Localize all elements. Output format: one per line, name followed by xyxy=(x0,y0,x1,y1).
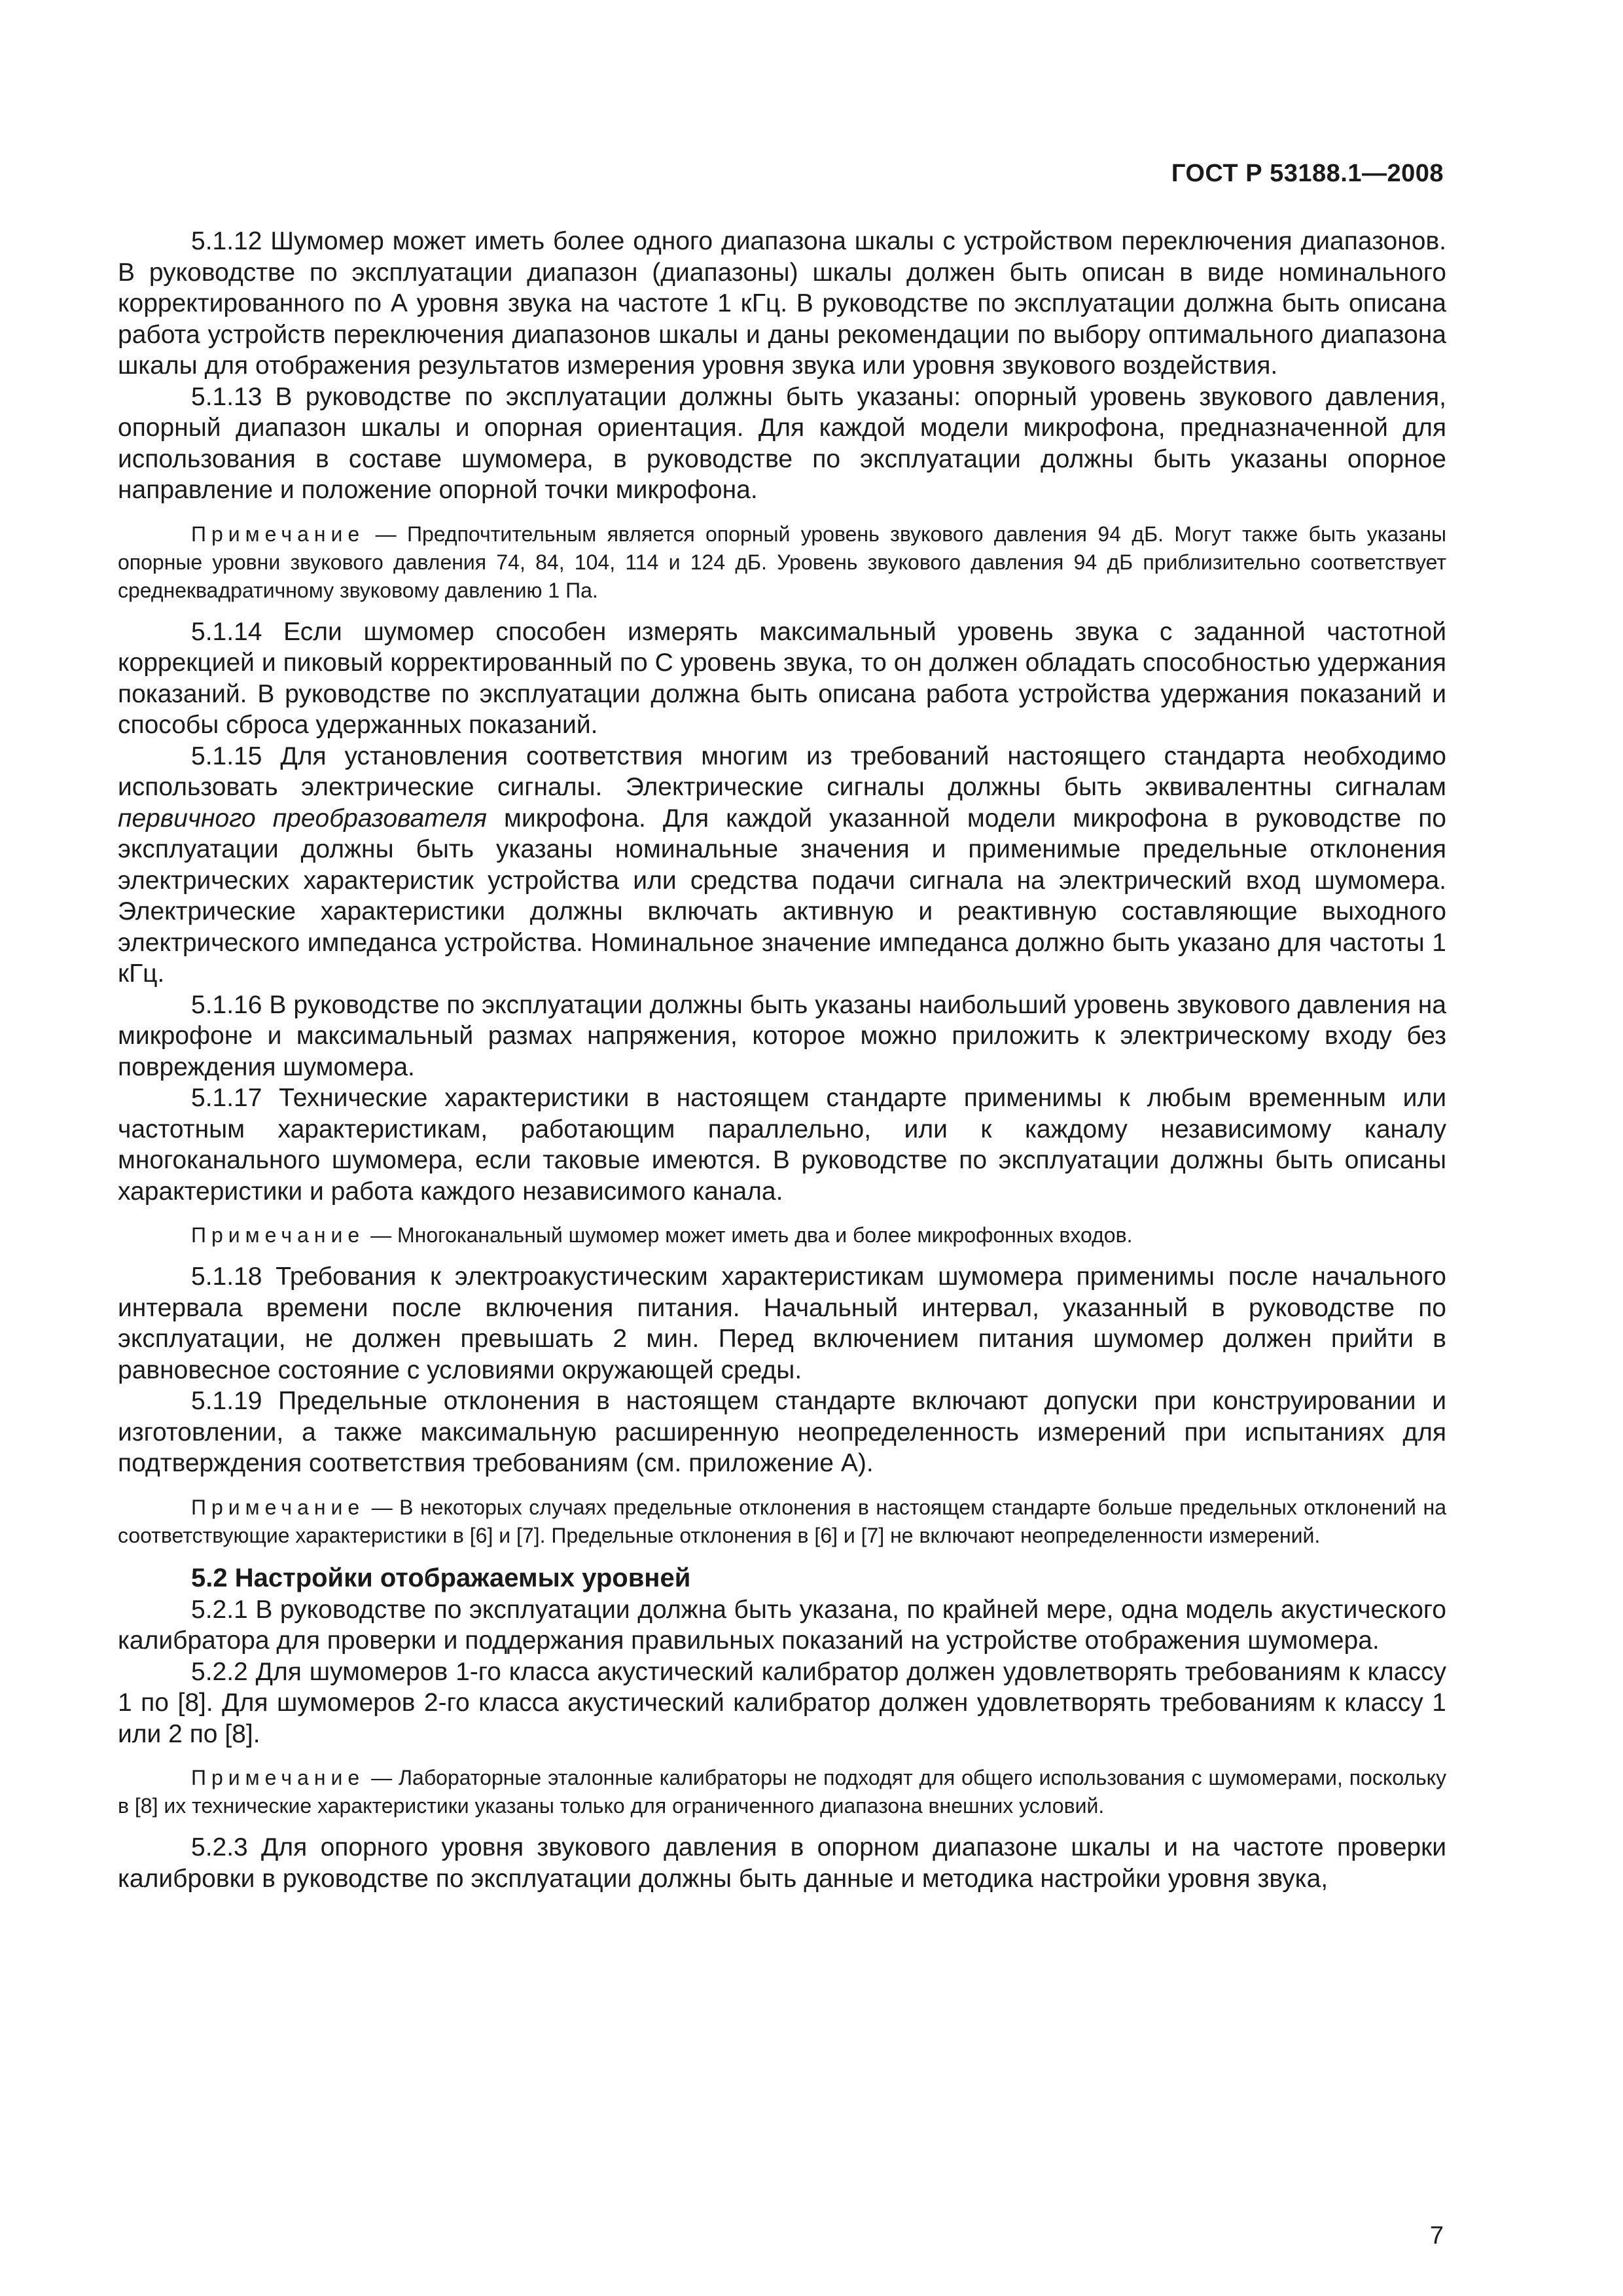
paragraph-5-1-14: 5.1.14 Если шумомер способен измерять максимальный уровень звука с заданной частотной коррекцией и пиковый корректированный по С уровень звука, то он должен обладать способностью удержания показаний. В руководстве по эксплуатации должна быть описана работа устройства удержания показаний и способы сброса удержанных показаний. xyxy=(118,617,1446,739)
note-4 xyxy=(118,1764,1446,1820)
paragraph-5-1-15-italic-term: первичного преобразователя xyxy=(118,804,487,833)
paragraph-5-1-16: 5.1.16 В руководстве по эксплуатации должны быть указаны наибольший уровень звукового давления на микрофоне и максимальный размах напряжения, которое можно приложить к электрическому входу без повреждения шумомера. xyxy=(118,990,1446,1081)
note-3 xyxy=(118,1494,1446,1550)
paragraph-5-2-1: 5.2.1 В руководстве по эксплуатации должна быть указана, по крайней мере, одна модель акустического калибратора для проверки и поддержания правильных показаний на устройстве отображения шумомера. xyxy=(118,1595,1446,1655)
paragraph-5-1-12: 5.1.12 Шумомер может иметь более одного диапазона шкалы с устройством переключения диапазонов. В руководстве по эксплуатации диапазон (диапазоны) шкалы должен быть описан в виде номинального корректированного по А уровня звука на частоте 1 кГц. В руководстве по эксплуатации должна быть описана работа устройств переключения диапазонов шкалы и даны рекомендации по выбору оптимального диапазона шкалы для отображения результатов измерения уровня звука или уровня звукового воздействия. xyxy=(118,227,1446,380)
note-2 xyxy=(118,1221,1446,1249)
paragraph-5-1-19: 5.1.19 Предельные отклонения в настоящем стандарте включают допуски при конструировании и изготовлении, а также максимальную расширенную неопределенность измерений при испытаниях для подтверждения соответствия требованиям (см. приложение А). xyxy=(118,1387,1446,1477)
paragraph-5-1-15-part-b: микрофона. Для каждой указанной модели микрофона в руководстве по эксплуатации должны быть указаны номинальные значения и применимые предельные отклонения электрических характеристик устройства или средства подачи сигнала на электрический вход шумомера. Электрические характеристики должны включать активную и реактивную составляющие выходного электрического импеданса устройства. Номинальное значение импеданса должно быть указано для частоты 1 кГц. xyxy=(118,804,1446,988)
page-content xyxy=(118,226,1446,1894)
note-label: Примечание xyxy=(191,522,365,546)
page-number: 7 xyxy=(1429,2222,1444,2250)
note-3-text: — В некоторых случаях предельные отклонения в настоящем стандарте больше предельных отклонений на соответствующие характеристики в [6] и [7]. Предельные отклонения в [6] и [7] не включают неопределенности измерений. xyxy=(118,1495,1446,1547)
note-1 xyxy=(118,520,1446,605)
document-code-header: ГОСТ Р 53188.1—2008 xyxy=(1171,160,1444,187)
note-4-text: — Лабораторные эталонные калибраторы не подходят для общего использования с шумомерами, поскольку в [8] их технические характеристики указаны только для ограниченного диапазона внешних условий. xyxy=(118,1766,1446,1818)
paragraph-5-2-3: 5.2.3 Для опорного уровня звукового давления в опорном диапазоне шкалы и на частоте проверки калибровки в руководстве по эксплуатации должны быть данные и методика настройки уровня звука, xyxy=(118,1833,1446,1893)
note-1-text: — Предпочтительным является опорный уровень звукового давления 94 дБ. Могут также быть указаны опорные уровни звукового давления 74, 84, 104, 114 и 124 дБ. Уровень звукового давления 94 дБ приблизительно соответствует среднеквадратичному звуковому давлению 1 Па. xyxy=(118,522,1446,602)
paragraph-5-1-15 xyxy=(118,741,1446,990)
note-label: Примечание xyxy=(191,1495,365,1519)
note-label: Примечание xyxy=(191,1223,365,1247)
paragraph-5-1-13: 5.1.13 В руководстве по эксплуатации должны быть указаны: опорный уровень звукового давления, опорный диапазон шкалы и опорная ориентация. Для каждой модели микрофона, предназначенной для использования в составе шумомера, в руководстве по эксплуатации должны быть указаны опорное направление и положение опорной точки микрофона. xyxy=(118,382,1446,504)
paragraph-5-1-15-part-a: 5.1.15 Для установления соответствия многим из требований настоящего стандарта необходимо использовать электрические сигналы. Электрические сигналы должны быть эквивалентны сигналам xyxy=(118,742,1446,801)
paragraph-5-1-18: 5.1.18 Требования к электроакустическим характеристикам шумомера применимы после начального интервала времени после включения питания. Начальный интервал, указанный в руководстве по эксплуатации, не должен превышать 2 мин. Перед включением питания шумомер должен прийти в равновесное состояние с условиями окружающей среды. xyxy=(118,1263,1446,1384)
paragraph-5-1-17: 5.1.17 Технические характеристики в настоящем стандарте применимы к любым временным или частотным характеристикам, работающим параллельно, или к каждому независимому каналу многоканального шумомера, если таковые имеются. В руководстве по эксплуатации должны быть описаны характеристики и работа каждого независимого канала. xyxy=(118,1084,1446,1206)
note-label: Примечание xyxy=(191,1766,365,1789)
note-2-text: — Многоканальный шумомер может иметь два и более микрофонных входов. xyxy=(365,1223,1133,1247)
paragraph-5-2-2: 5.2.2 Для шумомеров 1-го класса акустический калибратор должен удовлетворять требованиям к классу 1 по [8]. Для шумомеров 2-го класса акустический калибратор должен удовлетворять требованиям к классу 1 или 2 по [8]. xyxy=(118,1657,1446,1748)
section-heading-5-2: 5.2 Настройки отображаемых уровней xyxy=(191,1563,691,1592)
